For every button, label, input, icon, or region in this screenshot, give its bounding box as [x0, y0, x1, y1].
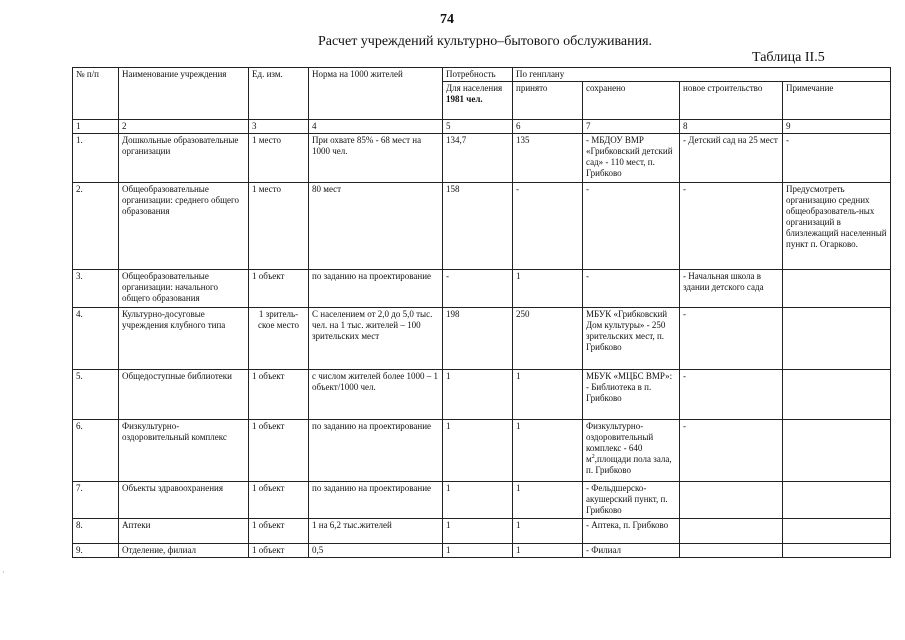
- cell-need: 198: [443, 308, 513, 370]
- cell-kept: - Филиал: [583, 544, 680, 558]
- cell-new: - Детский сад на 25 мест: [680, 134, 783, 183]
- cell-num: 5.: [73, 370, 119, 420]
- cell-note: [783, 370, 891, 420]
- cell-unit: 1 объект: [249, 270, 309, 308]
- table-row: [73, 270, 891, 308]
- cell-unit: 1 зритель-ское место: [249, 308, 309, 370]
- cell-num: 7.: [73, 482, 119, 519]
- cell-kept: МБУК «Грибковский Дом культуры» - 250 зрительских мест, п. Грибково: [583, 308, 680, 370]
- col-number: 7: [583, 120, 680, 134]
- cell-need: 158: [443, 183, 513, 270]
- cell-note: [783, 519, 891, 544]
- cell-unit: 1 объект: [249, 519, 309, 544]
- cell-accepted: 1: [513, 544, 583, 558]
- cell-norm: по заданию на проектирование: [309, 420, 443, 482]
- cell-name: Культурно-досуговые учреждения клубного типа: [119, 308, 249, 370]
- cell-kept: -: [583, 270, 680, 308]
- cell-norm: При охвате 85% - 68 мест на 1000 чел.: [309, 134, 443, 183]
- cell-kept: - Фельдшерско-акушерский пункт, п. Грибково: [583, 482, 680, 519]
- header-need-for-label: Для населения: [446, 83, 503, 93]
- table-row: [73, 544, 891, 558]
- col-number: 4: [309, 120, 443, 134]
- col-number: 6: [513, 120, 583, 134]
- cell-norm: по заданию на проектирование: [309, 482, 443, 519]
- col-number: 5: [443, 120, 513, 134]
- cell-new: [680, 544, 783, 558]
- cell-need: -: [443, 270, 513, 308]
- cell-note: [783, 308, 891, 370]
- cell-need: 1: [443, 519, 513, 544]
- cell-name: Аптеки: [119, 519, 249, 544]
- page-number: 74: [440, 12, 454, 27]
- cell-need: 1: [443, 420, 513, 482]
- cell-norm: по заданию на проектирование: [309, 270, 443, 308]
- header-need: Потребность: [443, 68, 513, 82]
- header-num: № п/п: [73, 68, 119, 120]
- cell-new: -: [680, 183, 783, 270]
- cell-new: [680, 482, 783, 519]
- cell-new: - Начальная школа в здании детского сада: [680, 270, 783, 308]
- cell-need: 1: [443, 370, 513, 420]
- cell-kept: МБУК «МЦБС ВМР»: - Библиотека в п. Грибково: [583, 370, 680, 420]
- cell-unit: 1 объект: [249, 482, 309, 519]
- cell-need: 134,7: [443, 134, 513, 183]
- cell-unit: 1 объект: [249, 370, 309, 420]
- cell-new: -: [680, 420, 783, 482]
- cell-name: Общеобразовательные организации: среднего общего образования: [119, 183, 249, 270]
- cell-unit: 1 место: [249, 134, 309, 183]
- services-table: [72, 67, 891, 558]
- cell-note: [783, 420, 891, 482]
- cell-num: 2.: [73, 183, 119, 270]
- cell-note: -: [783, 134, 891, 183]
- column-number-row: [73, 120, 891, 134]
- header-note: Примечание: [783, 82, 891, 120]
- document-title: Расчет учреждений культурно–бытового обслуживания.: [318, 34, 653, 49]
- cell-norm: 0,5: [309, 544, 443, 558]
- cell-norm: С населением от 2,0 до 5,0 тыс. чел. на 1 тыс. жителей – 100 зрительских мест: [309, 308, 443, 370]
- col-number: 9: [783, 120, 891, 134]
- cell-accepted: 1: [513, 370, 583, 420]
- cell-accepted: 135: [513, 134, 583, 183]
- header-norm: Норма на 1000 жителей: [309, 68, 443, 120]
- cell-kept: -: [583, 183, 680, 270]
- cell-new: -: [680, 308, 783, 370]
- table-row: [73, 134, 891, 183]
- table-row: [73, 308, 891, 370]
- cell-num: 4.: [73, 308, 119, 370]
- cell-accepted: 250: [513, 308, 583, 370]
- cell-num: 9.: [73, 544, 119, 558]
- cell-unit: 1 объект: [249, 420, 309, 482]
- cell-name: Отделение, филиал: [119, 544, 249, 558]
- cell-name: Объекты здравоохранения: [119, 482, 249, 519]
- header-kept: сохранено: [583, 82, 680, 120]
- col-number: 2: [119, 120, 249, 134]
- cell-accepted: -: [513, 183, 583, 270]
- cell-unit: 1 место: [249, 183, 309, 270]
- cell-kept-text: ,площади пола зала, п. Грибково: [586, 454, 672, 475]
- header-row-1: [73, 68, 891, 82]
- cell-need: 1: [443, 544, 513, 558]
- header-unit: Ед. изм.: [249, 68, 309, 120]
- cell-accepted: 1: [513, 270, 583, 308]
- cell-num: 3.: [73, 270, 119, 308]
- col-number: 3: [249, 120, 309, 134]
- header-plan: По генплану: [513, 68, 891, 82]
- cell-name: Общеобразовательные организации: начального общего образования: [119, 270, 249, 308]
- cell-kept-text: Физкультурно-оздоровительный комплекс - 640 м: [586, 421, 654, 464]
- cell-unit: 1 объект: [249, 544, 309, 558]
- table-row: [73, 482, 891, 519]
- table-row: [73, 370, 891, 420]
- cell-name: Общедоступные библиотеки: [119, 370, 249, 420]
- cell-norm: 80 мест: [309, 183, 443, 270]
- table-row: [73, 183, 891, 270]
- cell-kept: [583, 420, 680, 482]
- cell-need: 1: [443, 482, 513, 519]
- cell-accepted: 1: [513, 482, 583, 519]
- superscript-2: 2: [591, 454, 595, 460]
- table-row: [73, 519, 891, 544]
- header-name: Наименование учреждения: [119, 68, 249, 120]
- cell-note: [783, 544, 891, 558]
- table-label: Таблица II.5: [752, 50, 825, 65]
- cell-new: [680, 519, 783, 544]
- cell-norm: 1 на 6,2 тыс.жителей: [309, 519, 443, 544]
- header-need-for: [443, 82, 513, 120]
- cell-note: [783, 482, 891, 519]
- header-accepted: принято: [513, 82, 583, 120]
- col-number: 8: [680, 120, 783, 134]
- cell-num: 6.: [73, 420, 119, 482]
- cell-note: Предусмотреть организацию средних общеобразователь-ных организаций в близлежащий населенный пункт п. Огарково.: [783, 183, 891, 270]
- cell-kept: - МБДОУ ВМР «Грибковский детский сад» - 110 мест, п. Грибково: [583, 134, 680, 183]
- cell-name: Дошкольные образовательные организации: [119, 134, 249, 183]
- header-new: новое строительство: [680, 82, 783, 120]
- cell-accepted: 1: [513, 420, 583, 482]
- header-need-people: 1981 чел.: [446, 94, 483, 104]
- cell-name: Физкультурно-оздоровительный комплекс: [119, 420, 249, 482]
- cell-new: -: [680, 370, 783, 420]
- cell-kept: - Аптека, п. Грибково: [583, 519, 680, 544]
- cell-accepted: 1: [513, 519, 583, 544]
- cell-note: [783, 270, 891, 308]
- cell-num: 1.: [73, 134, 119, 183]
- col-number: 1: [73, 120, 119, 134]
- scan-edge-mark: ·: [2, 568, 5, 577]
- cell-num: 8.: [73, 519, 119, 544]
- cell-norm: с числом жителей более 1000 – 1 объект/1000 чел.: [309, 370, 443, 420]
- table-row: [73, 420, 891, 482]
